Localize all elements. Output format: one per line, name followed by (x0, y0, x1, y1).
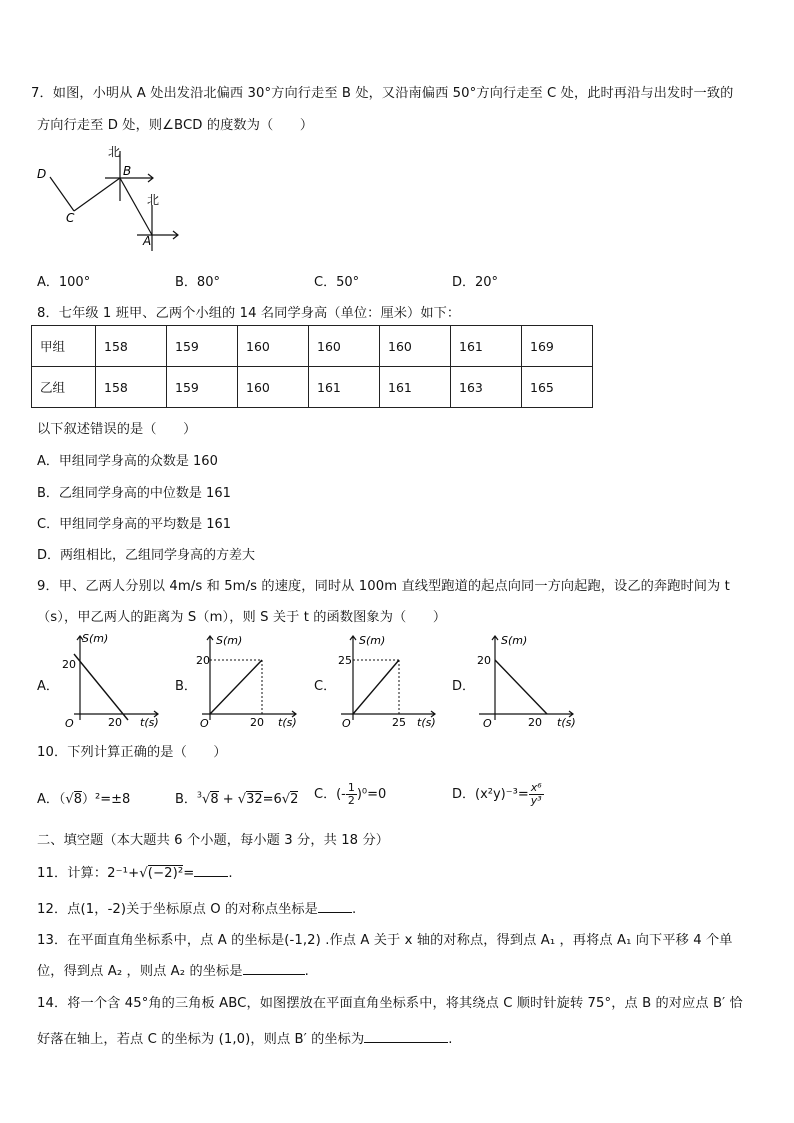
q10-a-suffix: ）²=±8 (81, 792, 131, 807)
q10-b-radicand: 32 (246, 792, 263, 807)
q12-end: . (351, 902, 357, 917)
q8-line1: 8．七年级 1 班甲、乙两个小组的 14 名同学身高（单位：厘米）如下： (37, 306, 461, 321)
table-cell: 159 (167, 326, 238, 367)
origin-label: O (483, 717, 492, 728)
q9-option-d-letter[interactable]: D． (452, 679, 476, 694)
x-tick-label: 20 (250, 716, 264, 728)
height-table (31, 325, 593, 408)
point-c-label: C (66, 211, 75, 225)
q13-end: . (304, 964, 309, 979)
q10-b-radicand-2: 2 (290, 792, 299, 807)
sqrt-symbol: √ (139, 866, 148, 881)
q12-line (37, 898, 356, 917)
q10-b-cbrt-radicand: 8 (210, 792, 219, 807)
q13-line2 (37, 960, 309, 979)
x-axis-label: t(s) (417, 716, 436, 728)
q9-option-b-letter[interactable]: B． (175, 679, 197, 694)
y-axis-label: S(m) (359, 634, 386, 647)
q10-d-prefix: D．(x²y)⁻³= (452, 787, 529, 802)
origin-label: O (342, 717, 351, 728)
q9-line1: 9．甲、乙两人分别以 4m/s 和 5m/s 的速度，同时从 100m 直线型跑道的起点向同一方向起跑，设乙的奔跑时间为 t (37, 579, 730, 594)
point-a-label: A (143, 234, 152, 248)
q11-equals: = (183, 866, 195, 881)
y-axis-label: S(m) (501, 634, 528, 647)
sqrt-symbol: √ (65, 792, 74, 807)
y-tick-label: 20 (477, 654, 491, 667)
y-tick-label: 20 (196, 654, 210, 667)
q9-option-c-letter[interactable]: C． (314, 679, 337, 694)
table-cell: 161 (451, 326, 522, 367)
table-cell: 160 (380, 326, 451, 367)
y-axis-label: S(m) (82, 632, 109, 645)
q10-b-cbrt-index: 3 (196, 790, 203, 800)
sqrt-symbol: √ (202, 792, 211, 807)
table-cell: 163 (451, 367, 522, 408)
q11-radicand: (−2)² (147, 866, 184, 881)
table-cell: 165 (522, 367, 593, 408)
q9-graph-b[interactable] (196, 630, 306, 728)
q8-prompt: 以下叙述错误的是（ ） (37, 422, 197, 437)
q13-text: 位，得到点 A₂ ，则点 A₂ 的坐标是 (37, 964, 243, 979)
fraction-numerator: 1 (347, 781, 355, 794)
table-cell: 159 (167, 367, 238, 408)
table-cell: 161 (380, 367, 451, 408)
y-axis-label: S(m) (216, 634, 243, 647)
q13-answer-blank[interactable] (243, 974, 305, 975)
point-b-label: B (123, 164, 132, 178)
path-c-to-d (50, 177, 74, 211)
q9-graph-c[interactable] (335, 630, 445, 728)
q11-answer-blank[interactable] (194, 876, 228, 877)
q12-answer-blank[interactable] (318, 912, 352, 913)
fraction-denominator: 2 (347, 794, 355, 807)
x-axis-label: t(s) (557, 716, 576, 728)
x-tick-label: 25 (392, 716, 406, 728)
table-row (32, 326, 593, 367)
path-b-to-c (74, 178, 120, 211)
y-tick-label: 20 (62, 658, 76, 671)
q7-line1: 7．如图，小明从 A 处出发沿北偏西 30°方向行走至 B 处，又沿南偏西 50°方向行走至 C 处，此时再沿与出发时一致的 (31, 86, 734, 101)
q7-option-d[interactable]: D．20° (452, 275, 499, 290)
table-cell: 160 (238, 326, 309, 367)
q7-option-a[interactable]: A．100° (37, 275, 91, 290)
q10-option-c[interactable] (314, 782, 386, 807)
fraction-denominator: y³ (530, 794, 542, 807)
table-cell: 158 (96, 367, 167, 408)
graph-line (353, 660, 399, 714)
origin-label: O (65, 717, 74, 728)
q10-c-fraction (346, 782, 357, 807)
q10-option-b[interactable] (175, 788, 298, 807)
q14-line2 (37, 1028, 453, 1047)
q10-a-radicand: 8 (73, 792, 82, 807)
q11-line (37, 862, 233, 881)
q10-d-fraction (529, 782, 544, 807)
q10-b-plus: + (218, 792, 238, 807)
q9-line2: （s），甲乙两人的距离为 S（m），则 S 关于 t 的函数图象为（ ） (37, 610, 447, 625)
q13-line1: 13．在平面直角坐标系中，点 A 的坐标是(-1,2) .作点 A 关于 x 轴的对称点，得到点 A₁ ，再将点 A₁ 向下平移 4 个单 (37, 933, 733, 948)
q10-option-a[interactable] (37, 788, 130, 807)
q12-text: 12．点(1，-2)关于坐标原点 O 的对称点坐标是 (37, 902, 318, 917)
q14-answer-blank[interactable] (364, 1042, 448, 1043)
x-axis-label: t(s) (278, 716, 297, 728)
q14-line1: 14．将一个含 45°角的三角板 ABC，如图摆放在平面直角坐标系中，将其绕点 C 顺时针旋转 75°，点 B 的对应点 B′ 恰 (37, 996, 743, 1011)
graph-line (210, 660, 262, 714)
point-d-label: D (37, 167, 47, 181)
section-title: 二、填空题（本大题共 6 个小题，每小题 3 分，共 18 分） (37, 833, 390, 848)
q11-end: . (228, 866, 233, 881)
q9-graph-a[interactable] (58, 630, 168, 728)
q10-b-prefix: B． (175, 792, 197, 807)
q11-prefix: 11．计算：2⁻¹+ (37, 866, 140, 881)
table-cell: 169 (522, 326, 593, 367)
q7-option-b[interactable]: B．80° (175, 275, 220, 290)
q10-c-suffix: )⁰=0 (356, 787, 387, 802)
q9-option-a-letter[interactable]: A． (37, 679, 59, 694)
q10-b-eq: =6 (262, 792, 282, 807)
north-label-b: 北 (108, 145, 121, 159)
graph-line (74, 654, 128, 720)
q8-option-a[interactable]: A．甲组同学身高的众数是 160 (37, 454, 218, 469)
table-row (32, 367, 593, 408)
q8-option-b[interactable]: B．乙组同学身高的中位数是 161 (37, 486, 231, 501)
table-cell: 160 (238, 367, 309, 408)
q14-end: . (448, 1032, 453, 1047)
q7-option-c[interactable]: C．50° (314, 275, 360, 290)
q14-text: 好落在轴上，若点 C 的坐标为 (1,0)，则点 B′ 的坐标为 (37, 1032, 365, 1047)
row-label: 乙组 (32, 367, 96, 408)
q7-direction-figure (30, 143, 190, 253)
sqrt-symbol: √ (237, 792, 247, 807)
q10-a-prefix: A．（ (37, 792, 66, 807)
sqrt-symbol: √ (281, 792, 291, 807)
q7-line2: 方向行走至 D 处，则∠BCD 的度数为（ ） (37, 118, 314, 133)
table-cell: 161 (309, 367, 380, 408)
x-axis-label: t(s) (140, 716, 159, 728)
origin-label: O (200, 717, 209, 728)
q10-option-d[interactable] (452, 782, 544, 807)
table-cell: 158 (96, 326, 167, 367)
q8-option-c[interactable]: C．甲组同学身高的平均数是 161 (37, 517, 232, 532)
y-tick-label: 25 (338, 654, 352, 667)
north-label-a: 北 (147, 193, 160, 207)
q10-line1: 10．下列计算正确的是（ ） (37, 745, 227, 760)
x-tick-label: 20 (528, 716, 542, 728)
q10-c-prefix: C．(- (314, 787, 346, 802)
row-label: 甲组 (32, 326, 96, 367)
q8-option-d[interactable]: D．两组相比，乙组同学身高的方差大 (37, 548, 256, 563)
fraction-numerator: x⁶ (530, 781, 542, 794)
x-tick-label: 20 (108, 716, 122, 728)
q9-graph-d[interactable] (473, 630, 583, 728)
table-cell: 160 (309, 326, 380, 367)
graph-line (495, 660, 547, 714)
